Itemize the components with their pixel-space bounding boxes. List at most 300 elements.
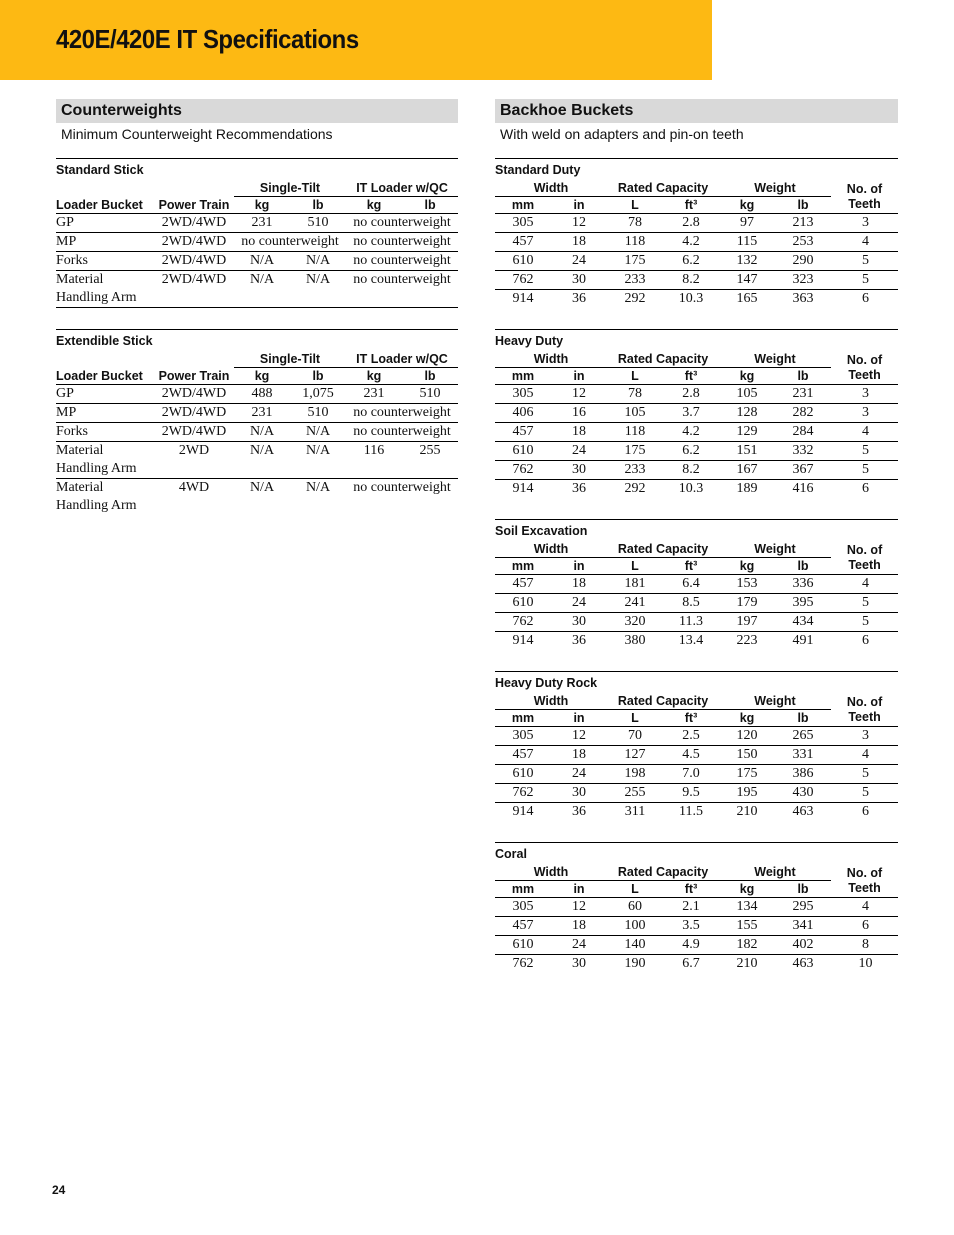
cell: 175 — [607, 442, 663, 461]
lb-header: lb — [775, 710, 831, 727]
cell: 5 — [831, 594, 898, 613]
cell: 18 — [551, 423, 607, 442]
table-row — [495, 594, 898, 613]
cell: 4WD — [178, 480, 210, 495]
cell: 463 — [792, 804, 814, 819]
cell: 914 — [512, 633, 534, 648]
single-tilt-header: Single-Tilt — [234, 180, 346, 197]
mm-header: mm — [495, 368, 551, 385]
cell: 6 — [862, 633, 870, 648]
bucket-table — [495, 842, 898, 973]
cell: no counterweight — [346, 214, 458, 233]
cell: 165 — [736, 291, 758, 306]
cell: 2WD/4WD — [154, 404, 234, 423]
in-header: in — [551, 558, 607, 575]
bucket-table-title: Soil Excavation — [495, 524, 588, 538]
cell: 78 — [607, 385, 663, 404]
weight-header: Weight — [719, 864, 831, 881]
cell: 457 — [495, 575, 551, 594]
cell: Forks — [56, 252, 154, 271]
cell: 341 — [775, 917, 831, 936]
cell: 6.2 — [663, 252, 719, 271]
cell: 253 — [775, 233, 831, 252]
cell: 762 — [512, 956, 534, 971]
cell: 295 — [775, 898, 831, 917]
cell: 4 — [831, 898, 898, 917]
cell: 189 — [736, 481, 758, 496]
cell: 5 — [831, 765, 898, 784]
cell: 367 — [775, 461, 831, 480]
cell: 3.5 — [663, 917, 719, 936]
cell: 380 — [624, 633, 646, 648]
table-row — [495, 271, 898, 290]
loader-bucket-header: Loader Bucket — [56, 197, 154, 214]
liters-header: L — [607, 558, 663, 575]
cell: 488 — [234, 385, 290, 404]
mm-header: mm — [495, 558, 551, 575]
cell: 305 — [495, 385, 551, 404]
cell: 336 — [775, 575, 831, 594]
table-row — [495, 936, 898, 955]
cell: 8.2 — [663, 461, 719, 480]
cell: 213 — [775, 214, 831, 233]
cell: 323 — [775, 271, 831, 290]
cell: 155 — [719, 917, 775, 936]
cell: 70 — [607, 727, 663, 746]
cell: 195 — [719, 784, 775, 803]
cell: 4 — [831, 233, 898, 252]
cell: 265 — [775, 727, 831, 746]
weight-header: Weight — [719, 351, 831, 368]
cell: 2.8 — [663, 385, 719, 404]
table-row — [495, 575, 898, 594]
cell: 120 — [719, 727, 775, 746]
lb-header: lb — [402, 368, 458, 385]
cell: 463 — [792, 956, 814, 971]
cell: 12 — [551, 385, 607, 404]
cell: 30 — [572, 956, 586, 971]
cell: 5 — [831, 461, 898, 480]
cell: 179 — [719, 594, 775, 613]
cell: no counterweight — [346, 423, 458, 442]
cell: 147 — [719, 271, 775, 290]
cell: 134 — [719, 898, 775, 917]
cell: 18 — [551, 917, 607, 936]
cell: 2WD/4WD — [154, 214, 234, 233]
power-train-header: Power Train — [154, 197, 234, 214]
kg-header: kg — [346, 368, 402, 385]
bucket-table — [495, 329, 898, 498]
cell: 118 — [607, 423, 663, 442]
kg-header: kg — [719, 197, 775, 214]
cell: 255 — [402, 442, 458, 479]
kg-header: kg — [234, 197, 290, 214]
ft3-header: ft³ — [663, 881, 719, 898]
cell: 97 — [719, 214, 775, 233]
table-row — [495, 252, 898, 271]
cell: N/A — [234, 423, 290, 442]
cell: 10 — [858, 956, 873, 971]
cell: 18 — [551, 746, 607, 765]
backhoe-buckets-heading: Backhoe Buckets — [495, 99, 898, 123]
cell: 762 — [495, 461, 551, 480]
cell: 320 — [607, 613, 663, 632]
liters-header: L — [607, 881, 663, 898]
mm-header: mm — [495, 881, 551, 898]
cell: 24 — [551, 252, 607, 271]
cell: 36 — [572, 291, 586, 306]
table-row — [495, 423, 898, 442]
cell: 5 — [831, 442, 898, 461]
table-row — [56, 442, 458, 479]
cell: 9.5 — [663, 784, 719, 803]
table-row — [56, 423, 458, 442]
cell: 231 — [234, 404, 290, 423]
cell: 914 — [512, 291, 534, 306]
cell: 231 — [346, 385, 402, 404]
cell: 167 — [719, 461, 775, 480]
table-row — [56, 385, 458, 404]
cell: 12 — [551, 727, 607, 746]
bucket-table-title: Heavy Duty Rock — [495, 676, 598, 690]
title-banner — [0, 0, 712, 80]
teeth-header: No. of Teeth — [831, 693, 898, 727]
cell: 3 — [831, 727, 898, 746]
cell: GP — [56, 385, 154, 404]
cell: N/A — [290, 442, 346, 479]
lb-header: lb — [290, 368, 346, 385]
cell: 406 — [495, 404, 551, 423]
table-row — [495, 803, 898, 822]
counterweights-subtitle: Minimum Counterweight Recommendations — [61, 126, 333, 142]
cell: 914 — [512, 804, 534, 819]
table-row — [495, 404, 898, 423]
cell: 18 — [551, 575, 607, 594]
liters-header: L — [607, 710, 663, 727]
cell: 30 — [551, 613, 607, 632]
table-row — [495, 233, 898, 252]
lb-header: lb — [402, 197, 458, 214]
cell: 24 — [551, 936, 607, 955]
table-row — [495, 898, 898, 917]
cell: 305 — [495, 898, 551, 917]
cell: 231 — [234, 214, 290, 233]
cell: 457 — [495, 423, 551, 442]
cell: 2WD/4WD — [154, 385, 234, 404]
cell: 210 — [736, 804, 758, 819]
cell: no counterweight — [346, 271, 458, 308]
cell: 36 — [572, 633, 586, 648]
in-header: in — [551, 881, 607, 898]
cell: 24 — [551, 765, 607, 784]
cell: N/A — [234, 271, 290, 308]
cell: 762 — [495, 784, 551, 803]
cell: 198 — [607, 765, 663, 784]
extendible-stick-table — [56, 329, 458, 515]
standard-stick-table — [56, 158, 458, 308]
cell: 434 — [775, 613, 831, 632]
cell: 430 — [775, 784, 831, 803]
cell: 24 — [551, 594, 607, 613]
table-row — [495, 917, 898, 936]
capacity-header: Rated Capacity — [607, 180, 719, 197]
single-tilt-header: Single-Tilt — [234, 351, 346, 368]
cell: 3 — [831, 404, 898, 423]
cell: 2WD — [154, 442, 234, 479]
cell: 30 — [551, 784, 607, 803]
width-header: Width — [495, 541, 607, 558]
cell: 175 — [607, 252, 663, 271]
table-row — [56, 404, 458, 423]
lb-header: lb — [775, 881, 831, 898]
table-row — [56, 271, 458, 308]
cell: 6.4 — [663, 575, 719, 594]
lb-header: lb — [290, 197, 346, 214]
cell: 127 — [607, 746, 663, 765]
cell: 610 — [495, 442, 551, 461]
table-row — [495, 613, 898, 632]
cell: 284 — [775, 423, 831, 442]
cell: 7.0 — [663, 765, 719, 784]
cell: 311 — [624, 804, 646, 819]
mm-header: mm — [495, 197, 551, 214]
table-row — [495, 727, 898, 746]
cell: 914 — [512, 481, 534, 496]
cell: 8.5 — [663, 594, 719, 613]
cell: 5 — [831, 613, 898, 632]
counterweights-heading: Counterweights — [56, 99, 458, 123]
cell: 24 — [551, 442, 607, 461]
cell: 6 — [862, 804, 870, 819]
cell: 4.9 — [663, 936, 719, 955]
cell: 402 — [775, 936, 831, 955]
bucket-table-title: Standard Duty — [495, 163, 581, 177]
cell: Material Handling Arm — [56, 271, 154, 308]
cell: MP — [56, 404, 154, 423]
cell: 363 — [792, 291, 814, 306]
table-row — [56, 214, 458, 233]
cell: 105 — [719, 385, 775, 404]
cell: 6.2 — [663, 442, 719, 461]
lb-header: lb — [775, 368, 831, 385]
width-header: Width — [495, 180, 607, 197]
cell: Forks — [56, 423, 154, 442]
cell: 2.5 — [663, 727, 719, 746]
cell: 2WD/4WD — [154, 233, 234, 252]
cell: 132 — [719, 252, 775, 271]
capacity-header: Rated Capacity — [607, 351, 719, 368]
cell: 4 — [831, 423, 898, 442]
cell: 233 — [607, 461, 663, 480]
cell: 4 — [831, 746, 898, 765]
cell: 10.3 — [678, 291, 704, 306]
cell: N/A — [249, 480, 275, 495]
cell: 36 — [572, 804, 586, 819]
cell: 210 — [736, 956, 758, 971]
cell: 241 — [607, 594, 663, 613]
table-row — [495, 746, 898, 765]
kg-header: kg — [719, 368, 775, 385]
cell: 197 — [719, 613, 775, 632]
weight-header: Weight — [719, 693, 831, 710]
cell: 2WD/4WD — [154, 252, 234, 271]
cell: 175 — [719, 765, 775, 784]
cell: 30 — [551, 461, 607, 480]
cell: N/A — [290, 252, 346, 271]
cell: 292 — [624, 481, 646, 496]
cell: 12 — [551, 898, 607, 917]
power-train-header: Power Train — [154, 368, 234, 385]
cell: 181 — [607, 575, 663, 594]
teeth-header: No. of Teeth — [831, 864, 898, 898]
cell: 8 — [831, 936, 898, 955]
cell: 150 — [719, 746, 775, 765]
cell: no counterweight — [234, 233, 346, 252]
counterweights-section — [56, 99, 458, 515]
table-row — [495, 784, 898, 803]
cell: no counterweight — [353, 480, 451, 495]
cell: 128 — [719, 404, 775, 423]
cell: 491 — [792, 633, 814, 648]
cell: 10.3 — [678, 481, 704, 496]
cell: 255 — [607, 784, 663, 803]
cell: 129 — [719, 423, 775, 442]
lb-header: lb — [775, 197, 831, 214]
cell: N/A — [290, 271, 346, 308]
table-row — [56, 252, 458, 271]
cell: 6 — [862, 481, 870, 496]
cell: 2.8 — [663, 214, 719, 233]
kg-header: kg — [719, 710, 775, 727]
cell: 610 — [495, 594, 551, 613]
cell: 762 — [495, 271, 551, 290]
loader-bucket-header: Loader Bucket — [56, 368, 154, 385]
cell: 3.7 — [663, 404, 719, 423]
ft3-header: ft³ — [663, 197, 719, 214]
cell: 8.2 — [663, 271, 719, 290]
bucket-tables — [495, 158, 898, 973]
table-row — [495, 385, 898, 404]
cell: 13.4 — [678, 633, 704, 648]
cell: Material Handling Arm — [56, 442, 154, 479]
cell: 115 — [719, 233, 775, 252]
table-row — [495, 461, 898, 480]
ft3-header: ft³ — [663, 368, 719, 385]
page-title: 420E/420E IT Specifications — [56, 24, 359, 54]
cell: 118 — [607, 233, 663, 252]
cell: 233 — [607, 271, 663, 290]
table-row — [495, 290, 898, 309]
table-row — [495, 955, 898, 974]
it-loader-header: IT Loader w/QC — [346, 351, 458, 368]
cell: N/A — [305, 480, 331, 495]
cell: 386 — [775, 765, 831, 784]
cell: N/A — [290, 423, 346, 442]
kg-header: kg — [719, 881, 775, 898]
weight-header: Weight — [719, 541, 831, 558]
standard-stick-title: Standard Stick — [56, 163, 144, 177]
extendible-stick-title: Extendible Stick — [56, 334, 153, 348]
capacity-header: Rated Capacity — [607, 693, 719, 710]
cell: 11.5 — [679, 804, 703, 819]
cell: 762 — [495, 613, 551, 632]
cell: 182 — [719, 936, 775, 955]
cell: 290 — [775, 252, 831, 271]
bucket-table — [495, 671, 898, 821]
cell: 610 — [495, 765, 551, 784]
cell: 457 — [495, 917, 551, 936]
cell: 78 — [607, 214, 663, 233]
cell: 11.3 — [663, 613, 719, 632]
cell: 2WD/4WD — [154, 423, 234, 442]
width-header: Width — [495, 351, 607, 368]
in-header: in — [551, 710, 607, 727]
ft3-header: ft³ — [663, 558, 719, 575]
cell: 416 — [792, 481, 814, 496]
teeth-header: No. of Teeth — [831, 180, 898, 214]
cell: 6 — [862, 291, 869, 306]
cell: 105 — [607, 404, 663, 423]
cell: MP — [56, 233, 154, 252]
backhoe-buckets-section — [495, 99, 898, 973]
cell: 151 — [719, 442, 775, 461]
cell: 332 — [775, 442, 831, 461]
liters-header: L — [607, 368, 663, 385]
kg-header: kg — [234, 368, 290, 385]
cell: 231 — [775, 385, 831, 404]
cell: 3 — [831, 385, 898, 404]
cell: 4.2 — [663, 233, 719, 252]
teeth-header: No. of Teeth — [831, 541, 898, 575]
cell: 140 — [607, 936, 663, 955]
cell: 30 — [551, 271, 607, 290]
cell: 395 — [775, 594, 831, 613]
cell: 190 — [624, 956, 646, 971]
cell: 5 — [831, 784, 898, 803]
cell: 2.1 — [663, 898, 719, 917]
cell: 4.2 — [663, 423, 719, 442]
cell: 5 — [831, 252, 898, 271]
cell: 305 — [495, 727, 551, 746]
bucket-table-title: Coral — [495, 847, 527, 861]
kg-header: kg — [719, 558, 775, 575]
cell: N/A — [234, 442, 290, 479]
cell: no counterweight — [346, 404, 458, 423]
cell: no counterweight — [346, 252, 458, 271]
weight-header: Weight — [719, 180, 831, 197]
cell: 610 — [495, 936, 551, 955]
cell: N/A — [234, 252, 290, 271]
cell: no counterweight — [346, 233, 458, 252]
in-header: in — [551, 368, 607, 385]
cell: 457 — [495, 233, 551, 252]
table-row — [495, 214, 898, 233]
cell: 2WD/4WD — [154, 271, 234, 308]
cell: 610 — [495, 252, 551, 271]
cell: 5 — [831, 271, 898, 290]
lb-header: lb — [775, 558, 831, 575]
cell: 16 — [551, 404, 607, 423]
cell: 36 — [572, 481, 586, 496]
cell: 60 — [607, 898, 663, 917]
table-row — [495, 632, 898, 651]
cell: 4 — [831, 575, 898, 594]
in-header: in — [551, 197, 607, 214]
page-number: 24 — [52, 1183, 66, 1197]
table-row — [56, 479, 458, 516]
cell: 292 — [624, 291, 646, 306]
table-row — [495, 442, 898, 461]
